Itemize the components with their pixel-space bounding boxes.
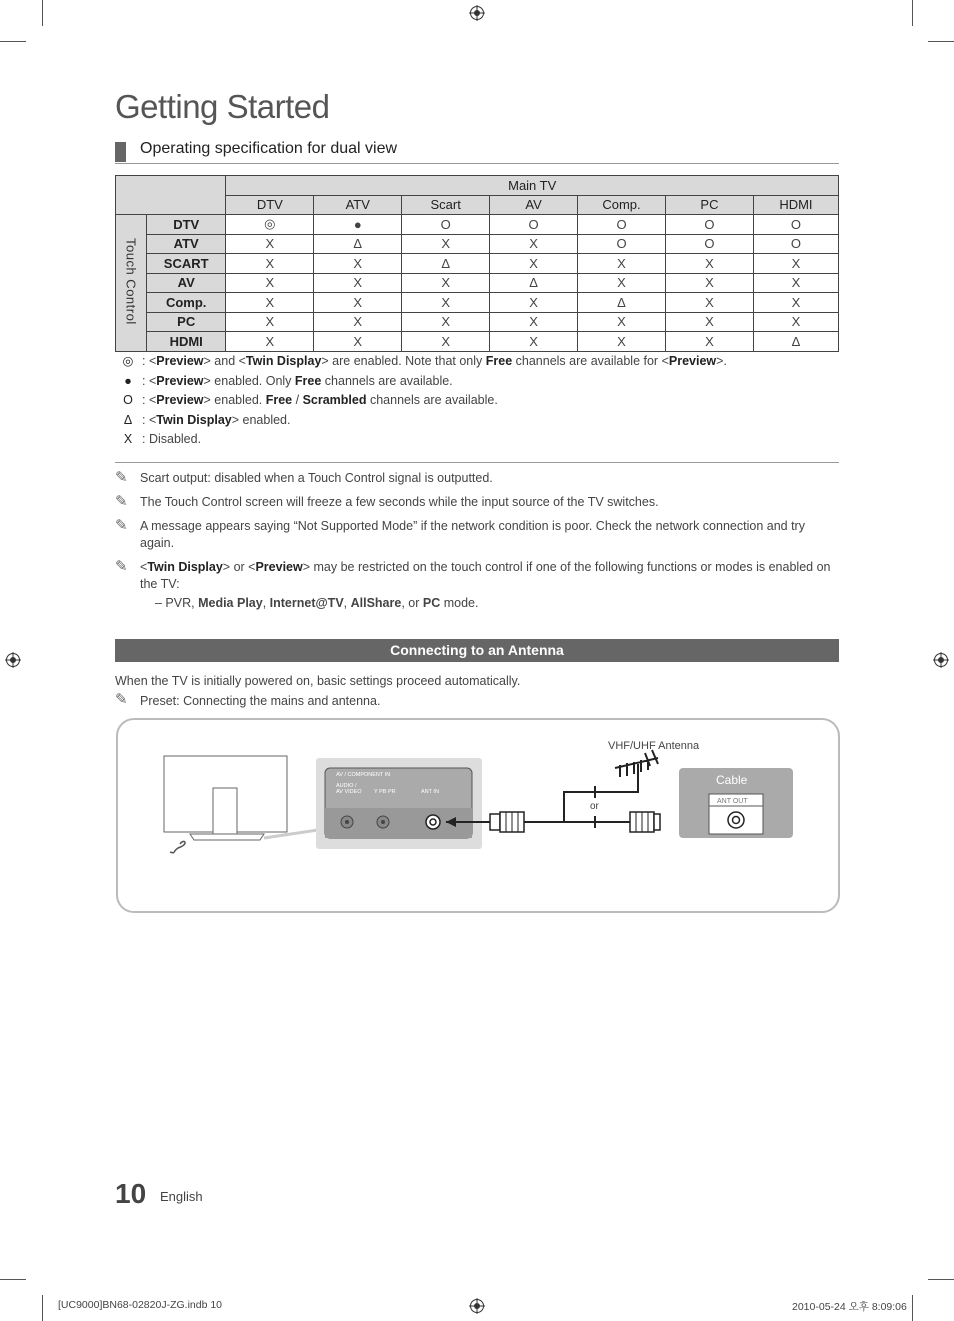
table-cell: X	[666, 293, 754, 313]
row-header: PC	[147, 312, 226, 332]
text-run: PC	[422, 596, 441, 610]
text-run: : <	[142, 412, 157, 427]
table-cell: X	[226, 332, 314, 352]
note-item	[115, 518, 839, 552]
text-run: : <	[142, 393, 157, 407]
panel-label-ypbpr: Y PB PR	[374, 789, 396, 795]
input-panel	[316, 758, 482, 849]
text-run: channels are available.	[366, 393, 498, 407]
table-cell: X	[666, 332, 754, 352]
column-header-hdmi: HDMI	[753, 195, 838, 215]
text-run: Internet@TV	[269, 596, 344, 610]
legend-text	[142, 391, 498, 411]
preset-note: Preset: Connecting the mains and antenna.	[140, 694, 381, 708]
registration-mark-icon	[5, 652, 21, 668]
note-item	[115, 470, 839, 487]
note-text	[140, 495, 659, 509]
table-cell: X	[314, 312, 402, 332]
legend-text	[142, 372, 453, 392]
table-cell: X	[314, 254, 402, 274]
table-cell: X	[753, 312, 838, 332]
crop-mark	[928, 41, 954, 42]
section-heading	[115, 140, 839, 164]
crop-mark	[928, 1279, 954, 1280]
note-text	[140, 519, 805, 550]
legend-text	[142, 430, 201, 450]
table-cell: X	[577, 332, 665, 352]
legend-symbol: ◎	[122, 354, 134, 368]
table-cell: Δ	[577, 293, 665, 313]
text-run: ,	[262, 596, 270, 610]
column-header-scart: Scart	[402, 195, 490, 215]
table-cell: Δ	[314, 234, 402, 254]
table-cell: X	[577, 312, 665, 332]
table-row	[116, 215, 839, 235]
text-run: Preview	[156, 373, 204, 388]
note-item	[115, 494, 839, 511]
legend-text	[142, 352, 727, 372]
table-cell: X	[226, 254, 314, 274]
dual-view-spec-table	[115, 175, 839, 352]
text-run: > enabled.	[231, 412, 291, 427]
text-run: > enabled.	[203, 393, 266, 407]
text-run: Free	[485, 354, 513, 368]
legend-item	[118, 352, 727, 372]
registration-mark-icon	[469, 5, 485, 21]
text-run: Preview	[668, 354, 717, 368]
crop-mark	[42, 1295, 43, 1321]
panel-label-av-component: AV / COMPONENT IN	[336, 772, 391, 778]
table-cell: X	[402, 312, 490, 332]
symbol-legend	[118, 352, 727, 450]
table-cell: O	[402, 215, 490, 235]
legend-item	[118, 391, 727, 411]
table-cell: X	[402, 234, 490, 254]
table-row	[116, 234, 839, 254]
table-cell: X	[402, 332, 490, 352]
row-header: SCART	[147, 254, 226, 274]
panel-label-ant-in: ANT IN	[421, 789, 439, 795]
row-header: AV	[147, 273, 226, 293]
text-run: channels are available.	[321, 373, 453, 388]
registration-mark-icon	[933, 652, 949, 668]
crop-mark	[42, 0, 43, 26]
table-cell: X	[490, 293, 578, 313]
table-row	[116, 293, 839, 313]
panel-label-av-video: AV VIDEO	[336, 789, 362, 795]
pencil-icon: ✎	[115, 517, 128, 534]
antenna-diagram-illustration	[118, 720, 838, 911]
text-run: : Disabled.	[142, 432, 202, 446]
text-run: Preview	[255, 560, 303, 574]
antenna-intro-text: When the TV is initially powered on, basic settings proceed automatically.	[115, 674, 521, 688]
text-run: Twin Display	[156, 412, 232, 427]
ant-out-label: ANT OUT	[717, 798, 748, 805]
note-item	[115, 559, 839, 593]
table-cell: X	[666, 312, 754, 332]
touch-control-label: Touch Control	[123, 237, 139, 325]
crop-mark	[0, 1279, 26, 1280]
table-cell: X	[314, 293, 402, 313]
coax-plug-icon	[630, 812, 660, 832]
sub-note	[115, 595, 839, 612]
column-header-av: AV	[490, 195, 578, 215]
text-run: mode.	[440, 596, 479, 610]
text-run: A message appears saying “Not Supported Mode” if the network condition is poor. Check the network connection and try again.	[140, 519, 805, 550]
footer-timestamp: 2010-05-24 오후 8:09:06	[792, 1301, 907, 1313]
table-cell: X	[314, 332, 402, 352]
table-cell: X	[226, 293, 314, 313]
note-text	[140, 471, 493, 485]
table-cell: Δ	[490, 273, 578, 293]
touch-control-header	[116, 215, 147, 352]
table-cell: X	[753, 254, 838, 274]
table-cell: O	[490, 215, 578, 235]
section-heading-bar	[115, 142, 126, 162]
text-run: : <	[142, 373, 157, 388]
note-text	[140, 560, 830, 591]
cable-box	[679, 768, 793, 838]
table-cell: X	[490, 332, 578, 352]
table-cell: X	[226, 312, 314, 332]
table-row	[116, 312, 839, 332]
legend-item	[118, 372, 727, 392]
text-run: >.	[716, 354, 727, 368]
crop-mark	[912, 0, 913, 26]
page-language: English	[160, 1189, 203, 1204]
column-header-atv: ATV	[314, 195, 402, 215]
antenna-section-title: Connecting to an Antenna	[115, 639, 839, 662]
table-cell: O	[666, 234, 754, 254]
table-corner	[116, 176, 226, 215]
text-run: > may be restricted on the touch control if one of the following functions or modes is enabled on the TV:	[140, 560, 831, 591]
table-cell: X	[577, 273, 665, 293]
table-cell: X	[753, 293, 838, 313]
text-run: Free	[265, 393, 293, 407]
text-run: , or	[401, 596, 423, 610]
legend-symbol: ●	[124, 373, 132, 388]
table-cell: ◎	[226, 215, 314, 235]
text-run: Twin Display	[245, 354, 322, 368]
text-run: Twin Display	[147, 560, 223, 574]
table-cell: X	[490, 234, 578, 254]
text-run: Media Play	[198, 596, 263, 610]
table-cell: X	[666, 254, 754, 274]
text-run: The Touch Control screen will freeze a few seconds while the input source of the TV switches.	[140, 495, 659, 509]
text-run: – PVR,	[155, 596, 199, 610]
section-heading-text: Operating specification for dual view	[140, 140, 398, 157]
legend-item	[118, 430, 727, 450]
notes-list	[115, 462, 839, 612]
column-header-dtv: DTV	[226, 195, 314, 215]
page-title: Getting Started	[115, 88, 330, 125]
panel-label-audio: AUDIO /	[336, 783, 357, 789]
table-cell: X	[490, 312, 578, 332]
row-header: HDMI	[147, 332, 226, 352]
table-cell: X	[666, 273, 754, 293]
text-run: AllShare	[350, 596, 402, 610]
text-run: Preview	[156, 393, 204, 407]
text-run: Scrambled	[302, 393, 367, 407]
tv-back-icon	[164, 756, 318, 853]
column-header-pc: PC	[666, 195, 754, 215]
table-row	[116, 254, 839, 274]
table-row	[116, 273, 839, 293]
vhf-uhf-antenna-label: VHF/UHF Antenna	[608, 740, 700, 752]
table-cell: X	[402, 273, 490, 293]
text-run: : <	[142, 354, 157, 368]
text-run: > or <	[222, 560, 256, 574]
text-run: Preview	[156, 354, 204, 368]
text-run: Free	[294, 373, 322, 388]
legend-item	[118, 411, 727, 431]
legend-symbol: X	[123, 432, 133, 446]
pencil-icon: ✎	[115, 558, 128, 575]
text-run: channels are available for <	[512, 354, 669, 368]
crop-mark	[912, 1295, 913, 1321]
antenna-icon	[615, 750, 658, 777]
table-cell: O	[577, 215, 665, 235]
row-header: Comp.	[147, 293, 226, 313]
text-run: <	[140, 560, 148, 574]
page-number: 10	[115, 1178, 147, 1209]
coax-plug-icon	[490, 812, 524, 832]
table-cell: Δ	[753, 332, 838, 352]
table-cell: Δ	[402, 254, 490, 274]
table-cell: X	[226, 234, 314, 254]
antenna-intro	[115, 671, 520, 711]
row-header: ATV	[147, 234, 226, 254]
table-cell: X	[490, 254, 578, 274]
antenna-connection-diagram	[116, 718, 840, 913]
table-cell: O	[753, 234, 838, 254]
legend-text	[142, 411, 290, 431]
legend-symbol: Δ	[123, 412, 133, 427]
registration-mark-icon	[469, 1298, 485, 1314]
crop-mark	[0, 41, 26, 42]
table-cell: X	[314, 273, 402, 293]
table-cell: ●	[314, 215, 402, 235]
column-header-comp: Comp.	[577, 195, 665, 215]
text-run: ,	[343, 596, 351, 610]
table-cell: X	[402, 293, 490, 313]
pencil-icon: ✎	[115, 493, 128, 510]
cable-label: Cable	[716, 773, 748, 787]
text-run: > are enabled. Note that only	[321, 354, 486, 368]
text-run: > enabled. Only	[203, 373, 295, 388]
table-cell: O	[753, 215, 838, 235]
row-header: DTV	[147, 215, 226, 235]
table-cell: X	[577, 254, 665, 274]
pencil-icon: ✎	[115, 469, 128, 486]
text-run: Scart output: disabled when a Touch Control signal is outputted.	[140, 471, 493, 485]
or-label: or	[590, 801, 599, 812]
legend-symbol: O	[123, 393, 133, 407]
table-cell: O	[666, 215, 754, 235]
footer-file-info: [UC9000]BN68-02820J-ZG.indb 10	[58, 1299, 223, 1311]
text-run: /	[292, 393, 303, 407]
text-run: > and <	[203, 354, 246, 368]
table-row	[116, 332, 839, 352]
table-cell: O	[577, 234, 665, 254]
main-tv-header: Main TV	[226, 176, 839, 196]
table-cell: X	[753, 273, 838, 293]
table-cell: X	[226, 273, 314, 293]
pencil-icon: ✎	[115, 691, 128, 708]
